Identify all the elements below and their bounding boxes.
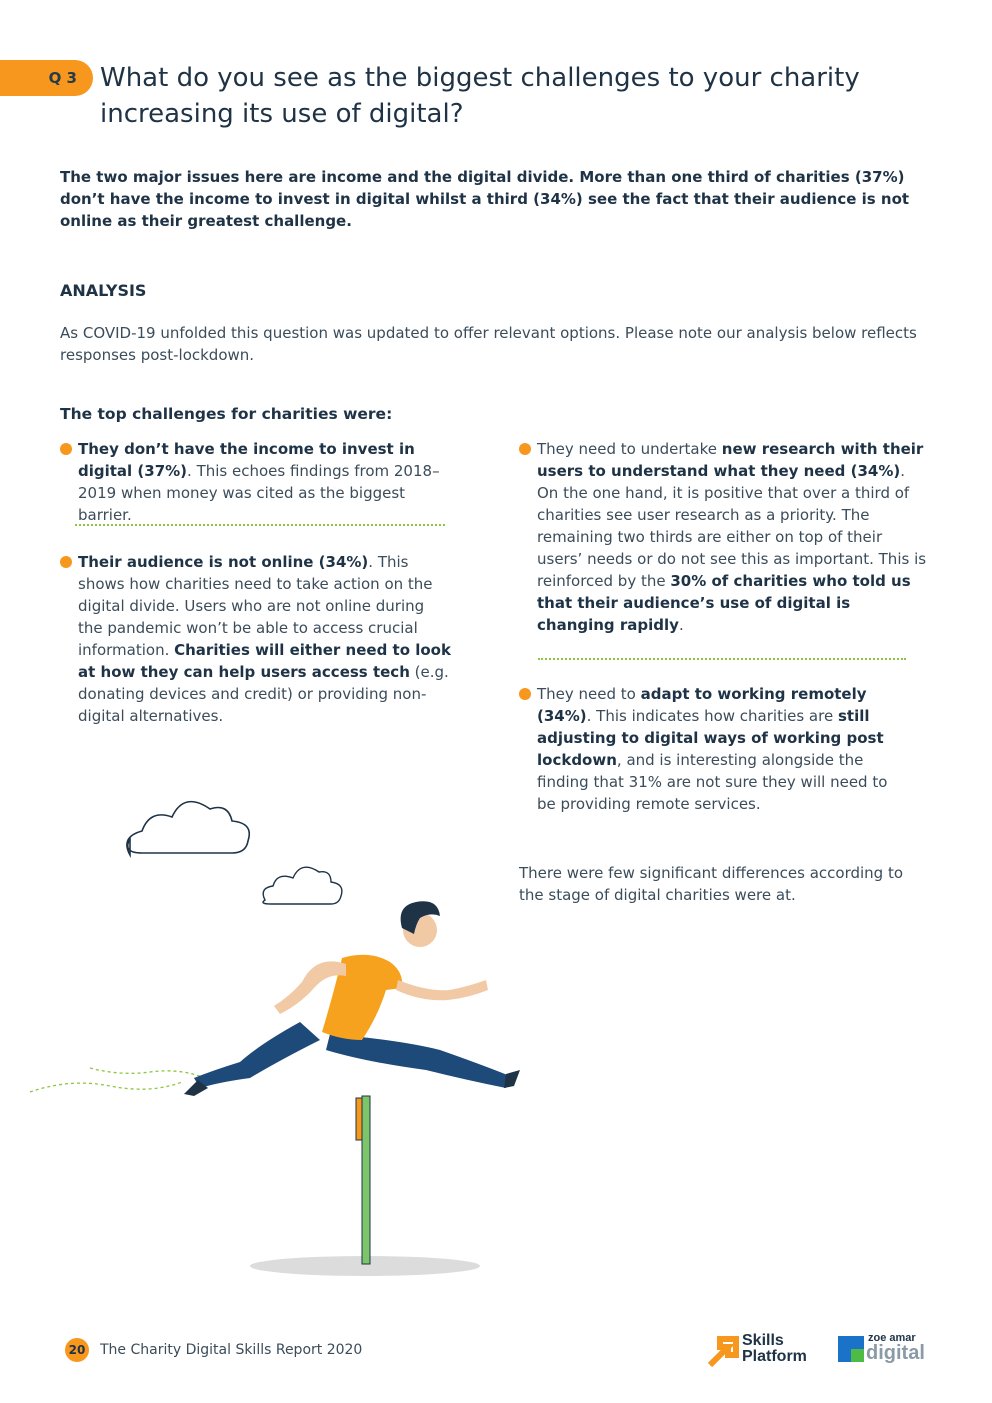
intro-summary: The two major issues here are income and the digital divide. More than one third of charities (37%) don’t have the income to invest in digital whilst a third (34%) see the fact that their audience is not online as their greatest challenge.	[60, 168, 910, 230]
challenge-emphasis: new research with their users to understand what they need (34%)	[537, 440, 924, 480]
logo-line: zoe amar	[868, 1332, 916, 1344]
logo-line: Platform	[742, 1348, 807, 1365]
challenges-heading: The top challenges for charities were:	[60, 405, 393, 423]
analysis-text: As COVID-19 unfolded this question was updated to offer relevant options. Please note our analysis below reflects responses post-lockdown.	[60, 324, 917, 364]
challenge-emphasis: 30% of charities who told us that their audience’s use of digital is changing rapidly	[537, 572, 911, 634]
challenge-text: They need to undertake	[537, 440, 722, 458]
puzzle-icon	[836, 1334, 866, 1364]
bullet-dot-icon	[519, 443, 531, 455]
closing-note: There were few significant differences according to the stage of digital charities were at.	[519, 864, 904, 904]
logo-line: Skills	[742, 1332, 784, 1349]
challenge-text: . This indicates how charities are	[586, 707, 838, 725]
logo-line: digital	[866, 1342, 925, 1364]
challenge-emphasis: still adjusting to digital ways of working post lockdown	[537, 707, 884, 769]
challenge-item-income	[78, 438, 463, 526]
challenge-item-research	[537, 438, 929, 636]
divider	[538, 658, 906, 660]
challenge-emphasis: They don’t have the income to invest in digital (37%)	[78, 440, 415, 480]
challenge-text: (e.g. donating devices and credit) or providing non-digital alternatives.	[78, 663, 449, 725]
page-title: What do you see as the biggest challenges to your charity increasing its use of digital?	[100, 63, 860, 129]
challenge-text: , and is interesting alongside the finding that 31% are not sure they will need to be providing remote services.	[537, 751, 888, 813]
report-title: The Charity Digital Skills Report 2020	[100, 1342, 363, 1358]
challenge-text: . This echoes findings from 2018–2019 when money was cited as the biggest barrier.	[78, 462, 440, 524]
skills-platform-logo	[706, 1333, 826, 1369]
challenge-item-audience	[78, 551, 453, 727]
challenge-text: . On the one hand, it is positive that over a third of charities see user research as a priority. The remaining two thirds are either on top of their users’ needs or do not see this as important. This is reinforced by the	[537, 462, 927, 590]
divider	[75, 524, 445, 526]
cloud-icon	[127, 802, 249, 855]
bullet-dot-icon	[60, 556, 72, 568]
skills-platform-wordmark	[742, 1333, 807, 1365]
hurdle-jumper-illustration	[20, 780, 540, 1280]
analysis-heading: ANALYSIS	[60, 281, 147, 300]
challenge-emphasis: Charities will either need to look at how they can help users access tech	[78, 641, 451, 681]
challenge-text: .	[678, 616, 684, 634]
zoe-amar-digital-logo	[836, 1332, 936, 1368]
challenge-text: . This shows how charities need to take action on the digital divide. Users who are not online during the pandemic won’t be able to access crucial information.	[78, 553, 433, 659]
bullet-dot-icon	[60, 443, 72, 455]
arrow-icon	[706, 1335, 740, 1367]
cloud-icon	[263, 867, 342, 904]
challenge-text: They need to	[537, 685, 641, 703]
page-number: 20	[65, 1338, 89, 1362]
bullet-dot-icon	[519, 688, 531, 700]
challenge-emphasis: Their audience is not online (34%)	[78, 553, 369, 571]
question-tag: Q 3	[0, 60, 93, 96]
challenge-emphasis: adapt to working remotely (34%)	[537, 685, 867, 725]
challenge-item-remote	[537, 683, 897, 815]
